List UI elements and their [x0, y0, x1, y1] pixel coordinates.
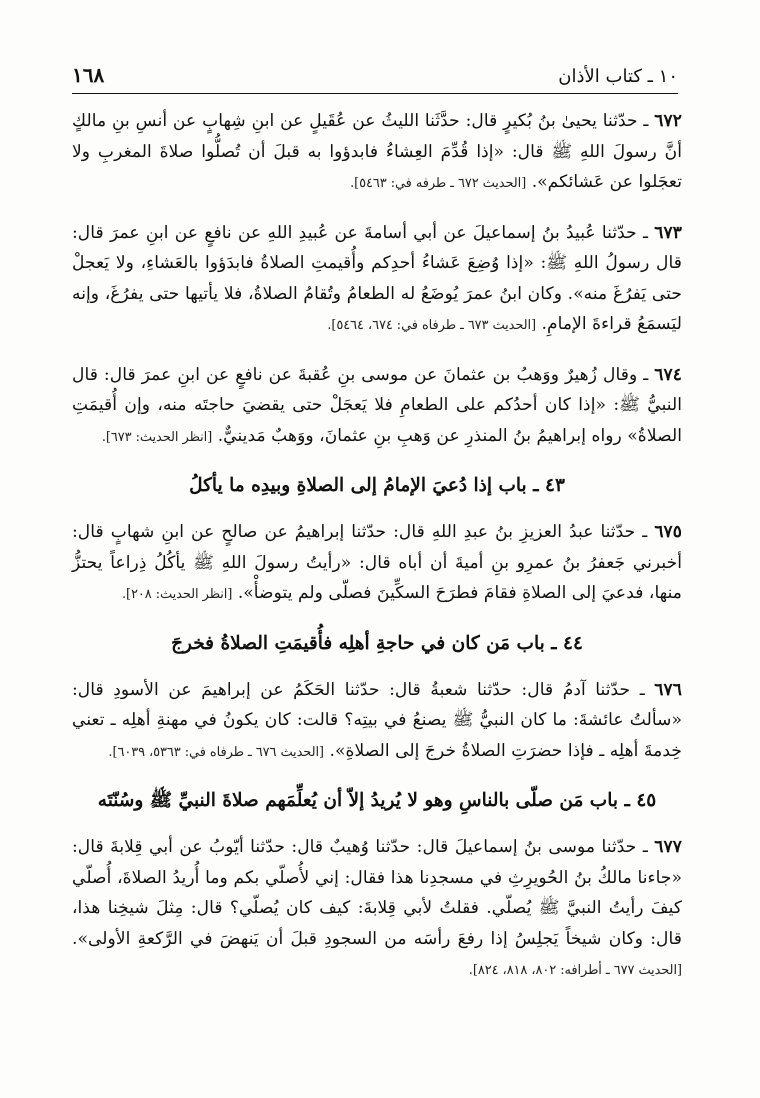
hadith-number: ٦٧٥ — [654, 522, 683, 542]
chapter-heading-44: ٤٤ ـ باب مَن كان في حاجةِ أهلِه فأُقيمَتِ الصلاةُ فخرجَ — [171, 632, 583, 654]
hadith-reference: [الحديث ٦٧٧ ـ أطرافه: ٨٠٢، ٨١٨، ٨٢٤]. — [468, 963, 682, 978]
hadith-676 — [72, 675, 682, 769]
hadith-reference: [الحديث ٦٧٦ ـ طرفاه في: ٥٣٦٣، ٦٠٣٩]. — [108, 744, 325, 760]
page-number: ١٦٨ — [72, 63, 105, 87]
hadith-675 — [72, 517, 682, 611]
hadith-reference: [الحديث ٦٧٢ ـ طرفه في: ٥٤٦٣]. — [350, 176, 527, 191]
hadith-number: ٦٧٢ — [654, 111, 682, 131]
book-title: ١٠ ـ كتاب الأذان — [558, 66, 678, 87]
hadith-text: ـ وقال زُهيرٌ ووَهبُ بن عثمانَ عن موسى بنِ عُقبةَ عن نافعٍ عن ابنِ عمرَ قال: قال النبيُّ ﷺ: «إذا كان أحدُكم على الطعامِ فلا يَعجَلْ حتى يقضيَ حاجتَه منه، وإن أُقيمَتِ الصلاةُ» رواه إبراهيمُ بنُ المنذرِ عن وَهبِ بنِ عثمانَ، ووَهبٌ مَدينيٌّ. — [72, 364, 682, 446]
chapter-heading-43: ٤٣ ـ باب إذا دُعيَ الإمامُ إلى الصلاةِ وبيدِه ما يأكلُ — [189, 475, 565, 496]
page-header — [72, 58, 678, 94]
hadith-text: ـ حدّثنا يحيىٰ بنُ بُكيرٍ قال: حدَّثَنا الليثُ عن عُقَيلٍ عن ابنِ شِهابٍ عن أنسِ بنِ مالكٍ أنَّ رسولَ اللهِ ﷺ قال: «إذا قُدِّمَ العِشاءُ فابدؤوا به قبلَ أن تُصلُّوا صلاةَ المغربِ ولا تعجَلوا عن عَشائكم». — [72, 111, 682, 192]
hadith-reference: [انظر الحديث: ٦٧٣]. — [101, 429, 213, 445]
hadith-674 — [72, 360, 682, 454]
hadith-number: ٦٧٦ — [654, 679, 682, 700]
hadith-677 — [72, 832, 682, 987]
chapter-heading-45: ٤٥ ـ باب مَن صلّى بالناسِ وهو لا يُريدُ إلاّ أن يُعلِّمَهم صلاةَ النبيِّ ﷺ وسُنّتَه — [97, 790, 657, 811]
hadith-672 — [72, 106, 682, 200]
hadith-number: ٦٧٧ — [654, 837, 682, 857]
hadith-number: ٦٧٣ — [654, 222, 682, 243]
hadith-reference: [الحديث ٦٧٣ ـ طرفاه في: ٦٧٤، ٥٤٦٤]. — [327, 318, 537, 333]
hadith-reference: [انظر الحديث: ٢٠٨]. — [121, 587, 233, 602]
hadith-text: ـ حدّثنا موسى بنُ إسماعيلَ قال: حدّثنا وُهيبٌ قال: حدّثنا أيّوبُ عن أبي قِلابةَ قال: «جاءنا مالكُ بنُ الحُويرِثِ في مسجدِنا هذا فقال: إني لأُصلّي بكم وما أُريدُ الصلاةَ، أُصلّي كيفَ رأيتُ النبيَّ ﷺ يُصلّي. فقلتُ لأبي قِلابةَ: كيف كان يُصلّي؟ قال: مِثلَ شيخِنا هذا، قال: وكان شيخاً يَجلِسُ إذا رفعَ رأسَه من السجودِ قبلَ أن يَنهضَ في الرَّكعةِ الأولى». — [72, 837, 682, 949]
hadith-text: ـ حدّثنا آدمُ قال: حدّثنا شعبةُ قال: حدّثنا الحَكَمُ عن إبراهيمَ عن الأسودِ قال: «سألتُ عائشةَ: ما كان النبيُّ ﷺ يصنعُ في بيتِه؟ قالت: كان يكونُ في مهنةِ أهلِه ـ تعني خِدمةَ أهلِه ـ فإذا حضرَتِ الصلاةُ خرجَ إلى الصلاةِ». — [72, 679, 682, 761]
hadith-number: ٦٧٤ — [654, 364, 682, 385]
hadith-673 — [72, 218, 682, 342]
hadith-text: ـ حدّثنا عبدُ العزيزِ بنُ عبدِ اللهِ قال: حدّثنا إبراهيمُ عن صالحٍ عن ابنِ شهابٍ قال: أخبرني جَعفرُ بنُ عمرِو بنِ أميةَ أن أباه قال: «رأيتُ رسولَ اللهِ ﷺ يأكُلُ ذِراعاً يحتزُّ منها، فدعيَ إلى الصلاةِ فقامَ فطرَحَ السكِّينَ فصلّى ولم يتوضأْ». — [72, 522, 682, 603]
hadith-text: ـ حدّثنا عُبيدُ بنُ إسماعيلَ عن أبي أسامةَ عن عُبيدِ اللهِ عن نافعٍ عن ابنِ عمرَ قال: قال رسولُ اللهِ ﷺ: «إذا وُضِعَ عَشاءُ أحدِكم وأُقيمتِ الصلاةُ فابدَؤوا بالعَشاءِ، ولا يَعجلْ حتى يَفرُغَ منه». وكان ابنُ عمرَ يُوضَعُ له الطعامُ وتُقامُ الصلاةُ، فلا يأتيها حتى يفرُغَ، وإنه ليَسمَعُ قراءةَ الإمامِ. — [72, 222, 682, 334]
page-body — [72, 106, 682, 1005]
